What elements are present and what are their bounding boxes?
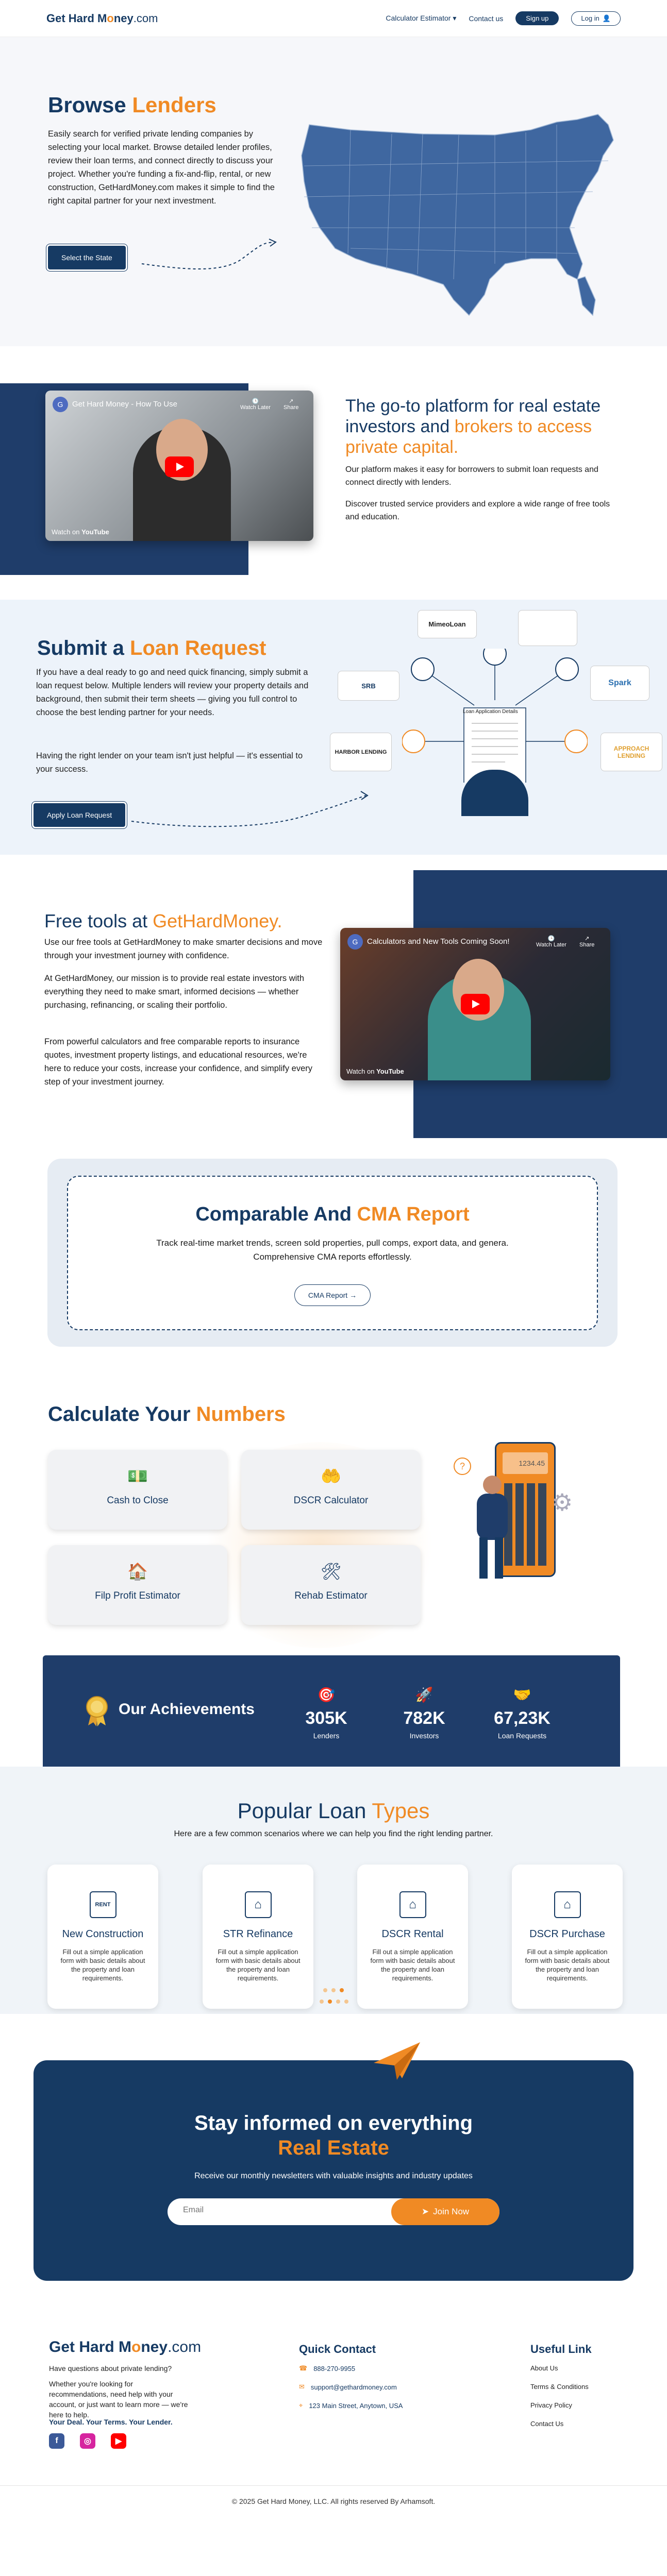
facebook-icon[interactable]: f (49, 2433, 64, 2449)
useful-link-heading: Useful Link (530, 2343, 592, 2355)
platform-heading: The go-to platform for real estate investors and brokers to access private capital. (345, 396, 601, 457)
footer-link-terms[interactable]: Terms & Conditions (530, 2383, 589, 2391)
video-title: Get Hard Money - How To Use (72, 400, 177, 409)
channel-avatar: G (347, 934, 363, 950)
carousel-dots (323, 1988, 344, 1992)
share-icon: ↗ (585, 936, 590, 942)
loan-card-dscr-rental[interactable]: ⌂ DSCR Rental Fill out a simple application form with basic details about the property and loan requirements. (357, 1865, 468, 2009)
achievements-panel (43, 1655, 620, 1767)
share-button[interactable]: ↗ Share (284, 398, 299, 411)
stat-lenders: 🎯 305K Lenders (285, 1686, 368, 1740)
watch-later-button[interactable]: 🕒 Watch Later (240, 398, 271, 411)
lender-logo-approach: APPROACH LENDING (601, 733, 662, 771)
newsletter-panel (34, 2060, 633, 2281)
lender-logo-card (518, 610, 577, 646)
handshake-icon: 🤝 (513, 1687, 531, 1703)
lender-logo-srb: SRB (338, 671, 399, 701)
video-player-how-to-use[interactable] (45, 391, 313, 541)
youtube-icon: YouTube (376, 1067, 404, 1075)
platform-text-1: Our platform makes it easy for borrowers to submit loan requests and connect directly with lenders. (345, 465, 598, 487)
cma-text: Track real-time market trends, screen sold properties, pull comps, export data, and genera. Comprehensive CMA reports effortlessly. (156, 1238, 509, 1262)
calculate-section (0, 1380, 667, 1648)
arrow-right-icon: → (349, 1291, 357, 1299)
footer-text: Whether you're looking for recommendations, need help with your account, or just want to learn more — we're here to help. (49, 2380, 188, 2419)
free-tools-text-1: Use our free tools at GetHardMoney to make smarter decisions and move through your investment journey with confidence. (44, 938, 323, 960)
newsletter-subtitle: Receive our monthly newsletters with valuable insights and industry updates (194, 2172, 473, 2180)
user-icon: 👤 (602, 14, 611, 22)
calculate-title: Calculate Your Numbers (48, 1403, 286, 1426)
loan-text-2: Having the right lender on your team isn't just helpful — it's essential to your success. (36, 751, 303, 774)
footer-address: ⌖ 123 Main Street, Anytown, USA (299, 2401, 403, 2410)
send-icon: ➤ (421, 2207, 429, 2216)
phone-icon: ☎ (299, 2364, 308, 2372)
cma-card (67, 1176, 598, 1330)
select-state-button[interactable]: Select the State (48, 246, 126, 269)
lender-logo-harbor: HARBOR LENDING (330, 733, 392, 771)
video-title: Calculators and New Tools Coming Soon! (367, 937, 510, 946)
calc-card-rehab[interactable]: 🛠 Rehab Estimator (241, 1545, 421, 1625)
rehab-icon: 🛠 (320, 1562, 342, 1581)
watch-on-youtube[interactable]: Watch on YouTube (346, 1067, 404, 1075)
youtube-icon[interactable]: ▶ (111, 2433, 126, 2449)
free-tools-section (0, 870, 667, 1138)
popular-loan-types-section (0, 1767, 667, 2014)
house-dollar-icon: ⌂ (399, 1891, 426, 1918)
newsletter-form (168, 2198, 499, 2225)
calc-card-flip-profit[interactable]: 🏠 Filp Profit Estimator (48, 1545, 227, 1625)
lender-logo-spark: Spark (590, 666, 649, 701)
share-button[interactable]: ↗ Share (579, 936, 595, 948)
loan-title: Submit a Loan Request (37, 637, 266, 659)
footer-link-contact[interactable]: Contact Us (530, 2420, 564, 2428)
watch-on-youtube[interactable]: Watch on YouTube (52, 528, 109, 536)
play-button[interactable] (461, 994, 490, 1014)
footer-tagline: Your Deal. Your Terms. Your Lender. (49, 2418, 173, 2426)
share-icon: ↗ (289, 398, 294, 404)
carousel-dots-secondary (320, 1999, 348, 2004)
dashed-arrow-icon (139, 233, 278, 274)
gear-icon: ⚙ (552, 1489, 573, 1516)
question-icon: ? (454, 1458, 471, 1475)
achievements-section (0, 1648, 667, 1767)
loan-doc-label: Loan Application Details (463, 709, 518, 715)
apply-loan-request-button[interactable]: Apply Loan Request (34, 803, 125, 827)
cma-report-button[interactable]: CMA Report → (294, 1284, 371, 1306)
watch-later-button[interactable]: 🕒 Watch Later (536, 936, 566, 948)
us-map[interactable] (289, 109, 634, 326)
clock-icon: 🕒 (547, 936, 555, 942)
main-nav (386, 11, 621, 26)
house-dollar-icon: ⌂ (245, 1891, 272, 1918)
footer-phone[interactable]: ☎ 888-270-9955 (299, 2364, 356, 2372)
nav-calculator-estimator[interactable]: Calculator Estimator ▾ (386, 14, 457, 22)
play-button[interactable] (165, 456, 194, 477)
login-button[interactable]: Log in 👤 (571, 11, 621, 26)
free-tools-text-2: At GetHardMoney, our mission is to provide real estate investors with everything they need to make smart, informed decisions — whether purchasing, refinancing, or scaling their portfolio. (44, 974, 305, 1010)
footer-link-privacy[interactable]: Privacy Policy (530, 2401, 572, 2409)
instagram-icon[interactable]: ◎ (80, 2433, 95, 2449)
cma-section (0, 1138, 667, 1380)
calc-card-cash-to-close[interactable]: 💵 Cash to Close (48, 1450, 227, 1530)
connection-lines (402, 649, 588, 783)
rocket-icon: 🚀 (415, 1687, 433, 1703)
email-input[interactable] (183, 2206, 389, 2215)
signup-button[interactable]: Sign up (515, 11, 559, 25)
nav-contact-us[interactable]: Contact us (469, 14, 504, 23)
rent-sign-icon: RENT (90, 1891, 116, 1918)
cma-title: Comparable And CMA Report (195, 1204, 470, 1225)
site-header (0, 0, 667, 37)
hero-section (0, 37, 667, 346)
target-icon: 🎯 (317, 1687, 336, 1703)
newsletter-section (0, 2014, 667, 2302)
platform-section (0, 383, 667, 600)
newsletter-title: Stay informed on everything Real Estate (194, 2112, 473, 2159)
clock-icon: 🕒 (252, 398, 259, 404)
footer-email[interactable]: ✉ support@gethardmoney.com (299, 2383, 397, 2391)
copyright: © 2025 Get Hard Money, LLC. All rights reserved By Arhamsoft. (231, 2497, 436, 2505)
video-player-tools[interactable] (340, 928, 610, 1080)
loan-card-new-construction[interactable]: RENT New Construction Fill out a simple application form with basic details about the property and loan requirements. (47, 1865, 158, 2009)
hero-title: Browse Lenders (48, 93, 216, 117)
hero-text: Easily search for verified private lending companies by selecting your local market. Browse detailed lender profiles, review their loan terms, and connect directly to discuss your project. Whether you're funding a fix-and-flip, rental, or new construction, GetHardMoney.com makes it simple to find the right capital partner for your next investment. (48, 129, 275, 206)
stat-loan-requests: 🤝 67,23K Loan Requests (481, 1686, 563, 1740)
medal-icon (84, 1696, 110, 1726)
house-chart-icon: 🏠 (127, 1562, 148, 1581)
popular-subtitle: Here are a few common scenarios where we can help you find the right lending partner. (174, 1829, 493, 1838)
footer-link-about[interactable]: About Us (530, 2364, 558, 2372)
site-logo[interactable]: Get Hard Money.com (46, 11, 158, 25)
popular-title: Popular Loan Types (237, 1799, 430, 1823)
calc-card-dscr[interactable]: 🤲 DSCR Calculator (241, 1450, 421, 1530)
footer-logo[interactable]: Get Hard Money.com (49, 2338, 202, 2355)
footer-divider (0, 2485, 667, 2486)
free-tools-title: Free tools at GetHardMoney. (44, 910, 282, 931)
youtube-icon: YouTube (81, 528, 109, 536)
quick-contact-heading: Quick Contact (299, 2343, 376, 2355)
loan-card-dscr-purchase[interactable]: ⌂ DSCR Purchase Fill out a simple application form with basic details about the property and loan requirements. (512, 1865, 623, 2009)
house-dollar-icon: ⌂ (554, 1891, 581, 1918)
mail-icon: ✉ (299, 2383, 305, 2391)
achievements-title: Our Achievements (119, 1701, 255, 1718)
lender-logo-mimeoloan: MimeoLoan (418, 610, 477, 638)
loan-request-section (0, 600, 667, 855)
location-icon: ⌖ (299, 2401, 303, 2409)
loan-text-1: If you have a deal ready to go and need quick financing, simply submit a loan request below. Multiple lenders will review your property details and background, then submit their term sheets — giving you full control to choose the best lending partner for your needs. (36, 668, 309, 717)
stat-investors: 🚀 782K Investors (383, 1686, 465, 1740)
paper-plane-icon (371, 2040, 423, 2081)
cash-icon: 💵 (127, 1467, 148, 1485)
chevron-down-icon: ▾ (453, 14, 457, 22)
site-footer (0, 2302, 667, 2519)
platform-text-2: Discover trusted service providers and explore a wide range of free tools and education. (345, 500, 610, 521)
dashed-arrow-icon (129, 780, 371, 832)
loan-card-str-refinance[interactable]: ⌂ STR Refinance Fill out a simple application form with basic details about the property and loan requirements. (203, 1865, 313, 2009)
free-tools-text-3: From powerful calculators and free comparable reports to insurance quotes, investment property listings, and educational resources, we're here to reduce your costs, increase your confidence, and simplify every step of your investment journey. (44, 1037, 313, 1087)
calculator-screen: 1234.45 (503, 1452, 548, 1474)
channel-avatar: G (53, 397, 68, 412)
footer-question: Have questions about private lending? (49, 2364, 172, 2372)
join-now-button[interactable]: ➤ Join Now (391, 2198, 499, 2225)
money-hand-icon: 🤲 (321, 1467, 341, 1485)
